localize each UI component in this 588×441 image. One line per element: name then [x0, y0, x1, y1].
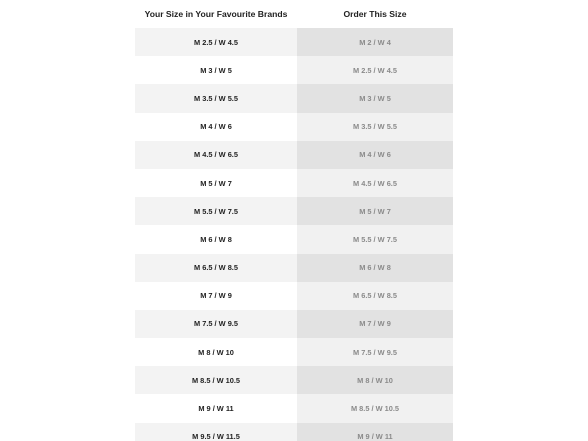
brand-size-cell: M 4 / W 6: [135, 113, 297, 141]
order-size-cell: M 4.5 / W 6.5: [297, 169, 453, 197]
order-size-cell: M 6.5 / W 8.5: [297, 282, 453, 310]
table-row: [135, 113, 453, 141]
brand-size-cell: M 7.5 / W 9.5: [135, 310, 297, 338]
brand-size-cell: M 5 / W 7: [135, 169, 297, 197]
order-size-cell: M 3 / W 5: [297, 84, 453, 112]
brand-size-cell: M 2.5 / W 4.5: [135, 28, 297, 56]
order-size-cell: M 8 / W 10: [297, 366, 453, 394]
header-brand-size: Your Size in Your Favourite Brands: [135, 0, 297, 28]
size-conversion-table: [135, 0, 453, 441]
table-row: [135, 366, 453, 394]
brand-size-cell: M 4.5 / W 6.5: [135, 141, 297, 169]
brand-size-cell: M 5.5 / W 7.5: [135, 197, 297, 225]
order-size-cell: M 8.5 / W 10.5: [297, 394, 453, 422]
table-header: [135, 0, 453, 28]
table-row: [135, 28, 453, 56]
brand-size-cell: M 3.5 / W 5.5: [135, 84, 297, 112]
table-row: [135, 338, 453, 366]
table-row: [135, 394, 453, 422]
order-size-cell: M 3.5 / W 5.5: [297, 113, 453, 141]
table-row: [135, 169, 453, 197]
table-row: [135, 84, 453, 112]
order-size-cell: M 9 / W 11: [297, 423, 453, 441]
table-row: [135, 254, 453, 282]
table-body: [135, 28, 453, 441]
order-size-cell: M 7.5 / W 9.5: [297, 338, 453, 366]
header-order-size: Order This Size: [297, 0, 453, 28]
brand-size-cell: M 8.5 / W 10.5: [135, 366, 297, 394]
brand-size-cell: M 6 / W 8: [135, 225, 297, 253]
table-row: [135, 310, 453, 338]
brand-size-cell: M 7 / W 9: [135, 282, 297, 310]
table-row: [135, 197, 453, 225]
header-row: [135, 0, 453, 28]
table-row: [135, 225, 453, 253]
order-size-cell: M 2 / W 4: [297, 28, 453, 56]
table-row: [135, 56, 453, 84]
table-row: [135, 141, 453, 169]
brand-size-cell: M 6.5 / W 8.5: [135, 254, 297, 282]
order-size-cell: M 5.5 / W 7.5: [297, 225, 453, 253]
order-size-cell: M 6 / W 8: [297, 254, 453, 282]
order-size-cell: M 4 / W 6: [297, 141, 453, 169]
table-row: [135, 282, 453, 310]
order-size-cell: M 5 / W 7: [297, 197, 453, 225]
brand-size-cell: M 9 / W 11: [135, 394, 297, 422]
brand-size-cell: M 8 / W 10: [135, 338, 297, 366]
table-row: [135, 423, 453, 441]
brand-size-cell: M 9.5 / W 11.5: [135, 423, 297, 441]
order-size-cell: M 7 / W 9: [297, 310, 453, 338]
order-size-cell: M 2.5 / W 4.5: [297, 56, 453, 84]
brand-size-cell: M 3 / W 5: [135, 56, 297, 84]
